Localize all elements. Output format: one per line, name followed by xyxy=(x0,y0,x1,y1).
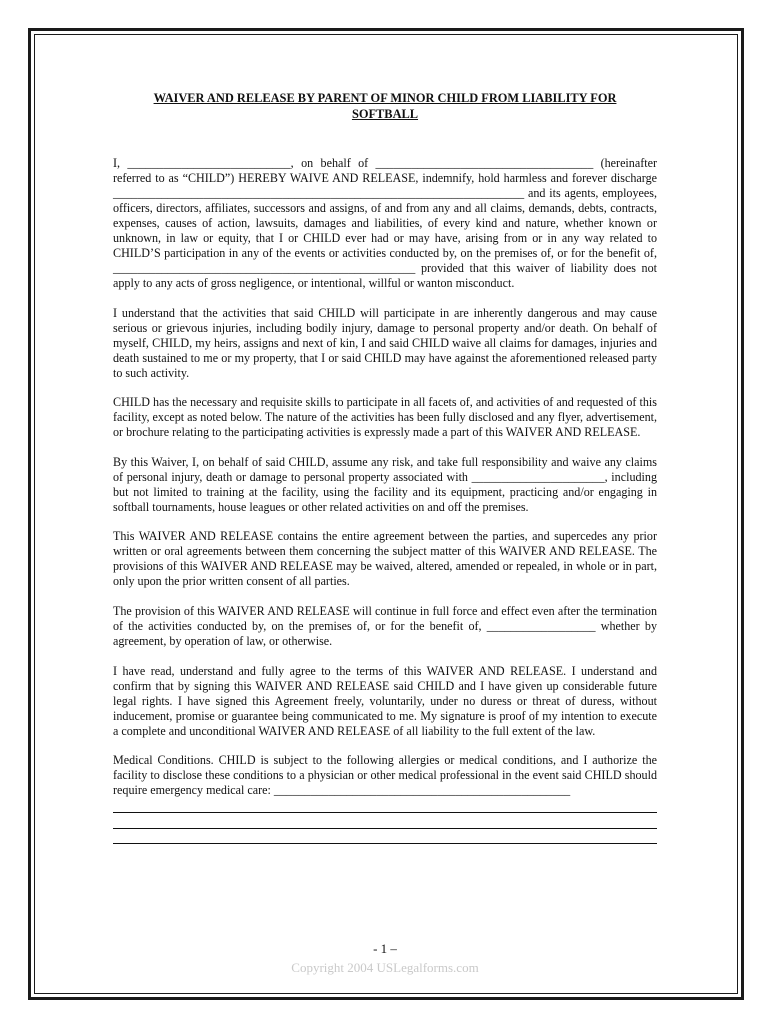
paragraph-medical-conditions: Medical Conditions. CHILD is subject to the following allergies or medical conditions, and I authorize the facility to disclose these conditions to a physician or other medical professional in the event said CHILD should require emergency medical care: _________________________________________________ xyxy=(113,753,657,798)
medical-conditions-line-3[interactable] xyxy=(113,829,657,844)
paragraph-risks: I understand that the activities that said CHILD will participate in are inherently dangerous and may cause serious or grievous injuries, including bodily injury, damage to personal property and/or death. On behalf of myself, CHILD, my heirs, assigns and next of kin, I and said CHILD waive all claims for damages, injuries and death sustained to me or my property, that I or said CHILD may have against the aforementioned released party to such activity. xyxy=(113,305,657,380)
paragraph-assumption-of-risk: By this Waiver, I, on behalf of said CHILD, assume any risk, and take full responsibility and waive any claims of personal injury, death or damage to personal property associated with ______________________, including but not limited to training at the facility, using the facility and its equipment, practicing and/or engaging in softball tournaments, house leagues or other related activities on and off the premises. xyxy=(113,454,657,514)
copyright-watermark: Copyright 2004 USLegalforms.com xyxy=(291,960,479,975)
medical-conditions-line-1[interactable] xyxy=(113,798,657,813)
document-body xyxy=(113,90,657,844)
paragraph-skills: CHILD has the necessary and requisite skills to participate in all facets of, and activities of and requested of this facility, except as noted below. The nature of the activities has been fully disclosed and any flyer, advertisement, or brochure relating to the participating activities is expressly made a part of this WAIVER AND RELEASE. xyxy=(113,395,657,440)
title-line-1: WAIVER AND RELEASE BY PARENT OF MINOR CHILD FROM LIABILITY FOR xyxy=(153,91,617,105)
paragraph-acknowledgement: I have read, understand and fully agree to the terms of this WAIVER AND RELEASE. I understand and confirm that by signing this WAIVER AND RELEASE said CHILD and I have given up considerable future legal rights. I have signed this Agreement freely, voluntarily, under no duress or threat of duress, without inducement, promise or guarantee being communicated to me. My signature is proof of my intention to execute a complete and unconditional WAIVER AND RELEASE of all liability to the full extent of the law. xyxy=(113,663,657,738)
document-title xyxy=(113,90,657,122)
paragraph-release: I, ___________________________, on behalf of ____________________________________ (hereinafter referred to as “CHILD”) HEREBY WAIVE AND RELEASE, indemnify, hold harmless and forever discharge ____________________________________________________________________ and its agents, employees, officers, directors, affiliates, successors and assigns, of and from any and all claims, demands, debts, contracts, expenses, causes of action, lawsuits, damages and liabilities, of every kind and nature, whether known or unknown, in law or equity, that I or CHILD ever had or may have, arising from or in any way related to CHILD’S participation in any of the events or activities conducted by, on the premises of, or for the benefit of, __________________________________________________ provided that this waiver of liability does not apply to any acts of gross negligence, or intentional, willful or wanton misconduct. xyxy=(113,156,657,290)
paragraph-entire-agreement: This WAIVER AND RELEASE contains the entire agreement between the parties, and supercedes any prior written or oral agreements between them concerning the subject matter of this WAIVER AND RELEASE. The provisions of this WAIVER AND RELEASE may be waived, altered, amended or repealed, in whole or in part, only upon the prior written consent of all parties. xyxy=(113,529,657,589)
title-line-2: SOFTBALL xyxy=(351,107,419,121)
medical-conditions-line-2[interactable] xyxy=(113,813,657,828)
paragraph-survival: The provision of this WAIVER AND RELEASE will continue in full force and effect even after the termination of the activities conducted by, on the premises of, or for the benefit of, __________________ whether by agreement, by operation of law, or otherwise. xyxy=(113,603,657,648)
page-number: - 1 – xyxy=(373,941,397,956)
